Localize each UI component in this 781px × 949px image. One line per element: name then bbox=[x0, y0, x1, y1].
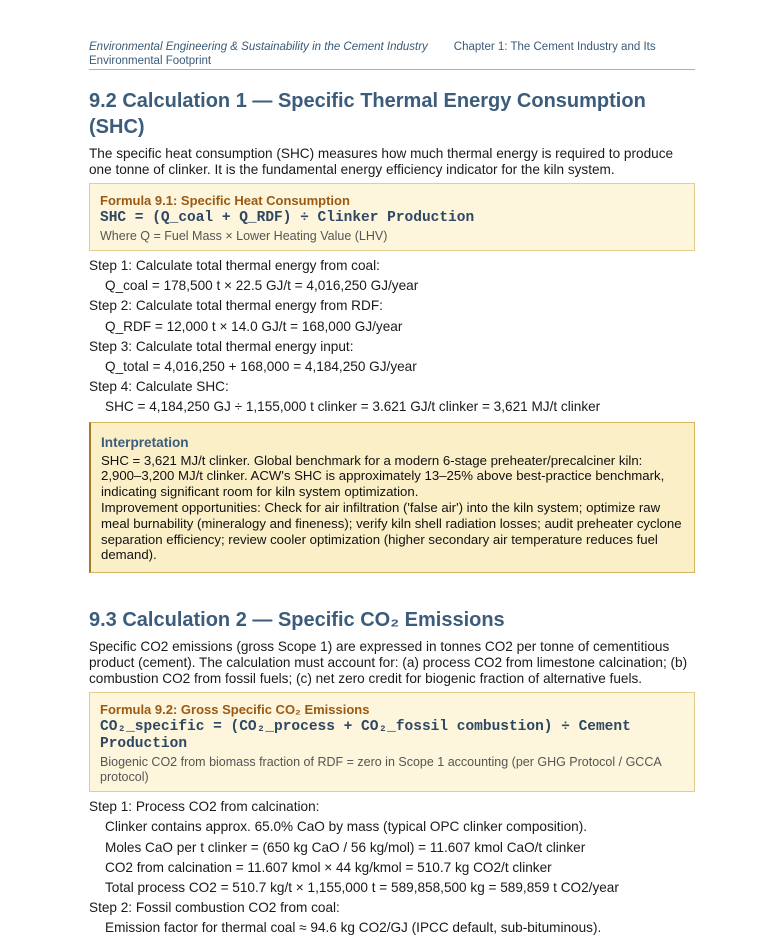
step-calculation: CO2 from calcination = 11.607 kmol × 44 kg/kmol = 510.7 kg CO2/t clinker bbox=[105, 859, 552, 875]
running-header bbox=[89, 0, 695, 70]
step-line: Step 4: Calculate SHC: bbox=[89, 379, 229, 395]
step-calculation: Q_RDF = 12,000 t × 14.0 GJ/t = 168,000 GJ/year bbox=[105, 318, 403, 334]
section-title-9-2: 9.2 Calculation 1 — Specific Thermal Energy Consumption (SHC) bbox=[89, 90, 646, 138]
section-intro-9-2: The specific heat consumption (SHC) measures how much thermal energy is required to produce one tonne of clinker. It is the fundamental energy efficiency indicator for the kiln system. bbox=[89, 146, 674, 177]
header-chapter-title: Chapter 1: The Cement Industry and Its bbox=[453, 41, 656, 53]
interpretation-box bbox=[89, 422, 695, 574]
step-line: Step 1: Calculate total thermal energy from coal: bbox=[89, 258, 380, 273]
formula-note: Where Q = Fuel Mass × Lower Heating Value (LHV) bbox=[100, 229, 388, 243]
formula-title: Formula 9.1: Specific Heat Consumption bbox=[100, 193, 350, 208]
formula-title: Formula 9.2: Gross Specific CO₂ Emissions bbox=[100, 702, 370, 718]
calculation-steps-9-2 bbox=[89, 256, 695, 418]
step-calculation: Total process CO2 = 510.7 kg/t × 1,155,000 t = 589,858,500 kg = 589,859 t CO2/year bbox=[105, 880, 619, 896]
formula-box-9-2 bbox=[89, 692, 695, 792]
formula-expression: CO₂_specific = (CO₂_process + CO₂_fossil combustion) ÷ Cement Production bbox=[100, 719, 631, 753]
interpretation-paragraph: SHC = 3,621 MJ/t clinker. Global benchmark for a modern 6-stage preheater/precalciner kiln: 2,900–3,200 MJ/t clinker. ACW's SHC is approximately 13–25% above best-practice benchmark, indicating significant room for kiln system optimization. bbox=[101, 452, 665, 500]
step-line: Step 2: Fossil combustion CO2 from coal: bbox=[89, 900, 340, 916]
header-chapter-continuation: Environmental Footprint bbox=[89, 55, 212, 67]
formula-expression: SHC = (Q_coal + Q_RDF) ÷ Clinker Production bbox=[100, 210, 475, 226]
step-calculation: Clinker contains approx. 65.0% CaO by mass (typical OPC clinker composition). bbox=[105, 819, 588, 835]
interpretation-paragraph: Improvement opportunities: Check for air infiltration ('false air') into the kiln system; optimize raw meal burnability (mineralogy and fineness); verify kiln shell radiation losses; audit preheater cyclone separation efficiency; review cooler optimization (higher secondary air temperature reduces fuel demand). bbox=[101, 500, 682, 563]
header-book-title: Environmental Engineering & Sustainability in the Cement Industry bbox=[89, 41, 428, 53]
calculation-steps-9-3 bbox=[89, 797, 695, 938]
step-calculation: Q_coal = 178,500 t × 22.5 GJ/t = 4,016,250 GJ/year bbox=[105, 278, 419, 294]
section-intro-9-3: Specific CO2 emissions (gross Scope 1) are expressed in tonnes CO2 per tonne of cementitious product (cement). The calculation must account for: (a) process CO2 from limestone calcination; (b) combustion CO2 from fossil fuels; (c) net zero credit for biogenic fraction of alternative fuels. bbox=[89, 639, 688, 687]
formula-note: Biogenic CO2 from biomass fraction of RDF = zero in Scope 1 accounting (per GHG Protocol / GCCA protocol) bbox=[100, 755, 661, 785]
step-line: Step 3: Calculate total thermal energy input: bbox=[89, 338, 354, 354]
step-line: Step 1: Process CO2 from calcination: bbox=[89, 799, 320, 815]
step-calculation: Moles CaO per t clinker = (650 kg CaO / 56 kg/mol) = 11.607 kmol CaO/t clinker bbox=[105, 839, 586, 855]
step-calculation: Q_total = 4,016,250 + 168,000 = 4,184,250 GJ/year bbox=[105, 359, 417, 375]
section-title-9-3: 9.3 Calculation 2 — Specific CO₂ Emissions bbox=[89, 609, 505, 632]
step-calculation: Emission factor for thermal coal ≈ 94.6 kg CO2/GJ (IPCC default, sub-bituminous). bbox=[105, 920, 602, 936]
interpretation-title: Interpretation bbox=[101, 434, 189, 450]
step-line: Step 2: Calculate total thermal energy from RDF: bbox=[89, 298, 383, 314]
step-calculation: SHC = 4,184,250 GJ ÷ 1,155,000 t clinker = 3.621 GJ/t clinker = 3,621 MJ/t clinker bbox=[105, 399, 601, 415]
formula-box-9-1 bbox=[89, 183, 695, 251]
